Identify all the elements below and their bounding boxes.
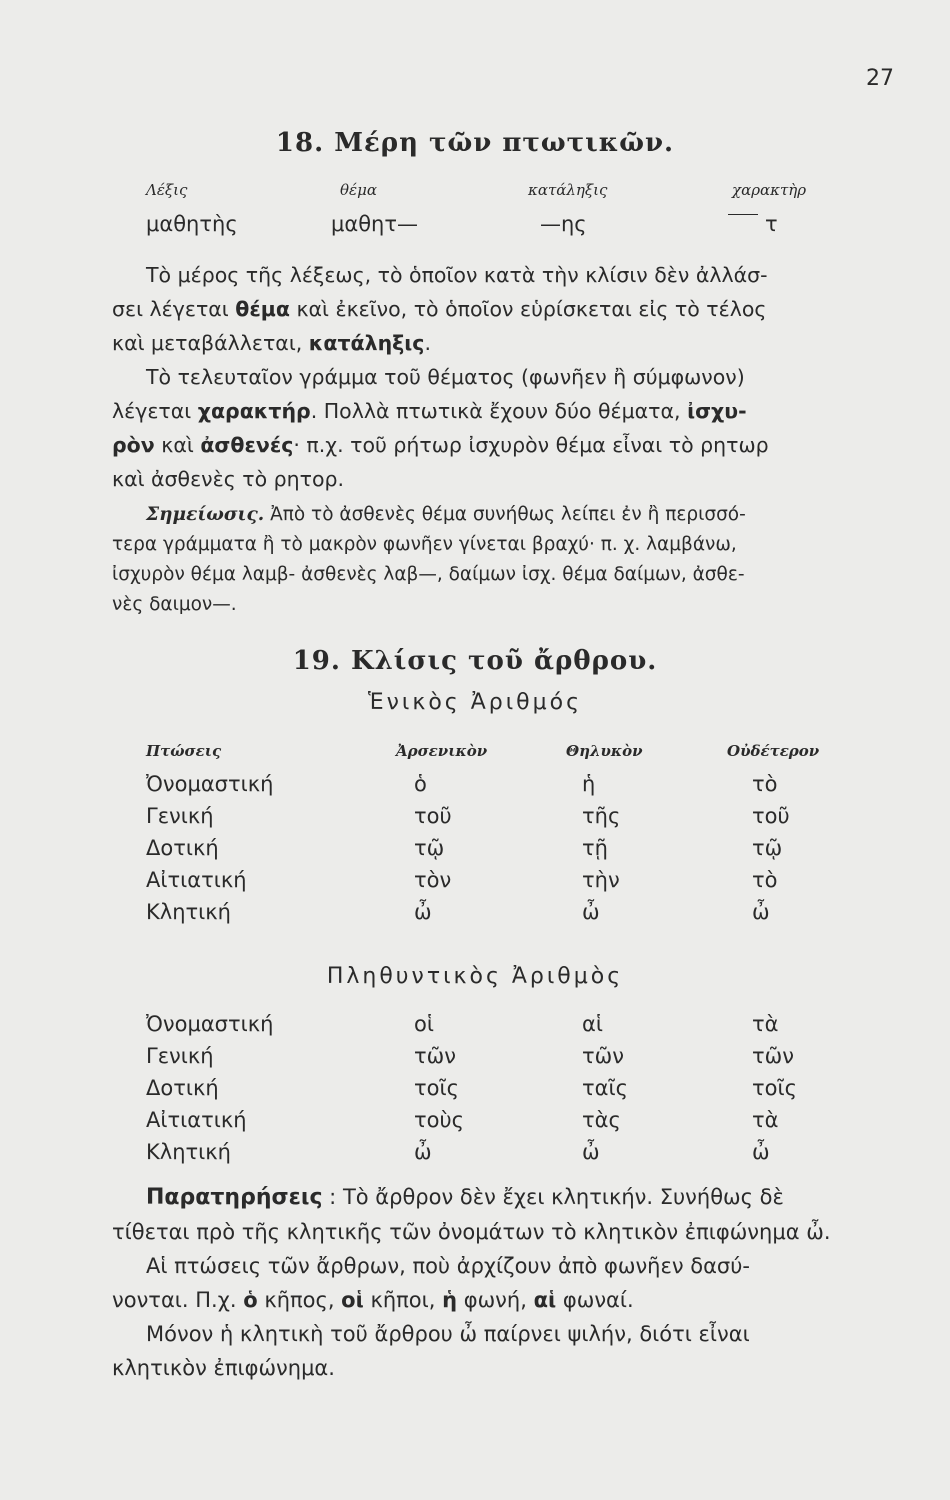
col-header-masculine: Ἀρσενικὸν [396, 742, 488, 760]
paragraph-2 [112, 360, 906, 496]
case-name: Ὀνομαστική [146, 772, 274, 796]
p1-line-2: σει λέγεται θέμα καὶ ἐκεῖνο, τὸ ὁποῖον εὑρίσκεται εἰς τὸ τέλος [112, 297, 767, 321]
col-header-neuter: Οὐδέτερον [727, 742, 820, 760]
note-block [112, 500, 906, 620]
header-katalixis: κατάληξις [528, 181, 608, 199]
case-name: Γενική [146, 1044, 214, 1068]
masculine-form: τὸν [414, 868, 452, 892]
case-name: Αἰτιατική [146, 868, 247, 892]
neuter-form: τὰ [752, 1108, 779, 1132]
p2-line-3: ρὸν καὶ ἀσθενές· π.χ. τοῦ ρήτωρ ἰσχυρὸν θέμα εἶναι τὸ ρητωρ [112, 433, 769, 457]
remarks-line-1: Παρατηρήσεις : Τὸ ἄρθρον δὲν ἔχει κλητικήν. Συνήθως δὲ [146, 1185, 784, 1210]
masculine-form: τῷ [414, 836, 445, 860]
case-name: Κλητική [146, 900, 231, 924]
neuter-form: τὸ [752, 772, 778, 796]
note-line-3: ἰσχυρὸν θέμα λαμβ- ἀσθενὲς λαβ—, δαίμων ἰσχ. θέμα δαίμων, ἀσθε- [112, 564, 745, 585]
feminine-form: τῇ [582, 836, 608, 860]
page-number: 27 [866, 66, 894, 91]
feminine-form: τὰς [582, 1108, 621, 1132]
remarks-line-3: Αἱ πτώσεις τῶν ἄρθρων, ποὺ ἀρχίζουν ἀπὸ φωνῆεν δασύ- [146, 1254, 750, 1278]
col-header-feminine: Θηλυκὸν [566, 742, 643, 760]
masculine-form: τῶν [414, 1044, 456, 1068]
neuter-form: τὸ [752, 868, 778, 892]
case-name: Ὀνομαστική [146, 1012, 274, 1036]
neuter-form: τοῖς [752, 1076, 797, 1100]
masculine-form: οἱ [414, 1012, 434, 1036]
remarks-line-6: κλητικὸν ἐπιφώνημα. [112, 1356, 335, 1380]
case-name: Δοτική [146, 836, 219, 860]
plural-title: Πληθυντικὸς Ἀριθμὸς [326, 964, 624, 989]
neuter-form: ὦ [752, 900, 770, 924]
note-line-4: νὲς δαιμον—. [112, 594, 237, 615]
remarks-line-5: Μόνον ἡ κλητικὴ τοῦ ἄρθρου ὦ παίρνει ψιλήν, διότι εἶναι [146, 1322, 750, 1346]
case-name: Γενική [146, 804, 214, 828]
case-name: Κλητική [146, 1140, 231, 1164]
case-name: Αἰτιατική [146, 1108, 247, 1132]
paragraph-1 [112, 258, 906, 360]
neuter-form: τῶν [752, 1044, 794, 1068]
header-lexis: Λέξις [146, 181, 188, 199]
example-word: μαθητὴς [146, 212, 238, 236]
masculine-form: ὁ [414, 772, 427, 796]
remarks-block [112, 1180, 906, 1385]
masculine-form: τοὺς [414, 1108, 464, 1132]
feminine-form: τῶν [582, 1044, 624, 1068]
neuter-form: τὰ [752, 1012, 779, 1036]
p1-line-3: καὶ μεταβάλλεται, κατάληξις. [112, 331, 431, 355]
neuter-form: τοῦ [752, 804, 790, 828]
section-18-title: 18. Μέρη τῶν πτωτικῶν. [275, 128, 675, 158]
col-header-cases: Πτώσεις [146, 742, 222, 760]
feminine-form: αἱ [582, 1012, 603, 1036]
p2-line-1: Τὸ τελευταῖον γράμμα τοῦ θέματος (φωνῆεν ἢ σύμφωνον) [146, 365, 745, 389]
feminine-form: ταῖς [582, 1076, 628, 1100]
feminine-form: ἡ [582, 772, 596, 796]
header-thema: θέμα [340, 181, 377, 199]
remarks-line-4: νονται. Π.χ. ὁ κῆπος, οἱ κῆποι, ἡ φωνή, αἱ φωναί. [112, 1288, 634, 1312]
p2-line-2: λέγεται χαρακτήρ. Πολλὰ πτωτικὰ ἔχουν δύο θέματα, ἰσχυ- [112, 399, 747, 423]
p2-line-4: καὶ ἀσθενὲς τὸ ρητορ. [112, 467, 345, 491]
example-character: τ [765, 212, 778, 236]
remarks-line-2: τίθεται πρὸ τῆς κλητικῆς τῶν ὀνομάτων τὸ κλητικὸν ἐπιφώνημα ὦ. [112, 1220, 831, 1244]
masculine-form: τοῦ [414, 804, 452, 828]
feminine-form: ὦ [582, 900, 600, 924]
p1-line-1: Τὸ μέρος τῆς λέξεως, τὸ ὁποῖον κατὰ τὴν κλίσιν δὲν ἀλλάσ- [146, 263, 768, 287]
note-line-2: τερα γράμματα ἢ τὸ μακρὸν φωνῆεν γίνεται βραχύ· π. χ. λαμβάνω, [112, 534, 737, 555]
masculine-form: τοῖς [414, 1076, 459, 1100]
feminine-form: ὦ [582, 1140, 600, 1164]
dash-rule [728, 214, 758, 215]
masculine-form: ὦ [414, 900, 432, 924]
note-line-1: Σημείωσις. Ἀπὸ τὸ ἀσθενὲς θέμα συνήθως λείπει ἐν ἢ περισσό- [146, 504, 746, 525]
feminine-form: τῆς [582, 804, 621, 828]
section-19-title: 19. Κλίσις τοῦ ἄρθρου. [292, 646, 658, 676]
neuter-form: ὦ [752, 1140, 770, 1164]
example-ending: —ης [540, 212, 587, 236]
singular-title: Ἑνικὸς Ἀριθμός [368, 690, 582, 715]
masculine-form: ὦ [414, 1140, 432, 1164]
neuter-form: τῷ [752, 836, 783, 860]
example-stem: μαθητ— [331, 212, 419, 236]
header-charaktir: χαρακτὴρ [732, 181, 807, 199]
case-name: Δοτική [146, 1076, 219, 1100]
feminine-form: τὴν [582, 868, 620, 892]
